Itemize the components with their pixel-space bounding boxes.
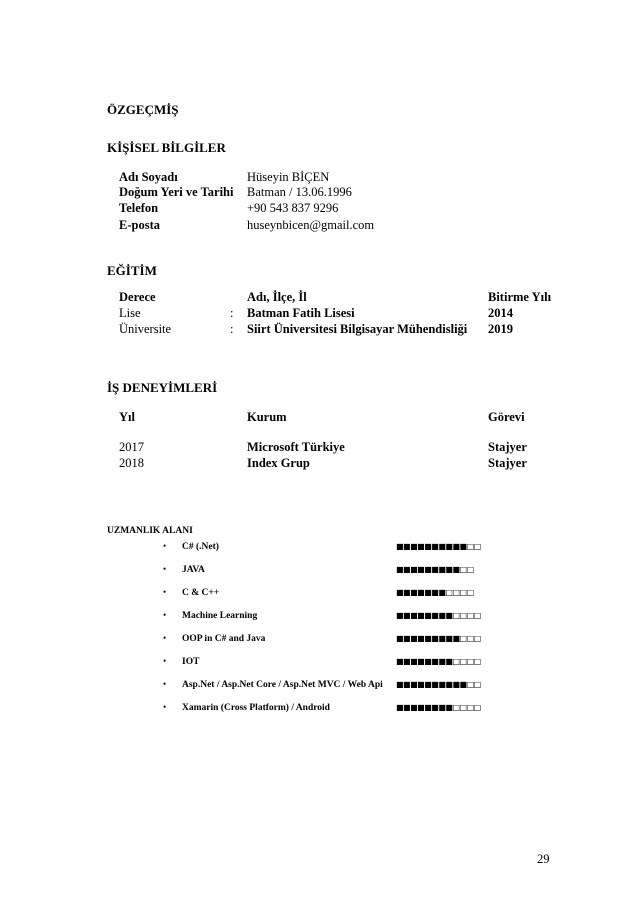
- birth-label: Doğum Yeri ve Tarihi: [119, 185, 234, 199]
- page-number: 29: [537, 852, 550, 866]
- year-cell: 2017: [119, 440, 144, 454]
- skill-level-bar: ■■■■■■■□□□□: [396, 588, 474, 597]
- experience-header-row: [119, 410, 579, 425]
- bullet-icon: •: [163, 610, 167, 620]
- experience-heading: İŞ DENEYİMLERİ: [107, 380, 218, 395]
- role-cell: Stajyer: [488, 440, 527, 454]
- degree-cell: Üniversite: [119, 322, 172, 336]
- education-row: [119, 322, 579, 337]
- skill-name: OOP in C# and Java: [182, 634, 266, 644]
- experience-row: [119, 456, 579, 471]
- separator: :: [230, 306, 234, 320]
- school-cell: Batman Fatih Lisesi: [247, 306, 355, 320]
- degree-header: Derece: [119, 290, 156, 304]
- school-header: Adı, İlçe, İl: [247, 290, 307, 304]
- birth-value: Batman / 13.06.1996: [247, 185, 352, 199]
- role-cell: Stajyer: [488, 456, 527, 470]
- skill-level-bar: ■■■■■■■■■■□□: [396, 542, 481, 551]
- year-cell: 2018: [119, 456, 144, 470]
- company-header: Kurum: [247, 410, 287, 424]
- email-label: E-posta: [119, 218, 160, 232]
- year-header: Yıl: [119, 410, 135, 424]
- company-cell: Microsoft Türkiye: [247, 440, 345, 454]
- skill-level-bar: ■■■■■■■■■□□□: [396, 634, 481, 643]
- skill-level-bar: ■■■■■■■■□□□□: [396, 657, 481, 666]
- role-header: Görevi: [488, 410, 525, 424]
- bullet-icon: •: [163, 702, 167, 712]
- skill-name: Xamarin (Cross Platform) / Android: [182, 703, 330, 713]
- skill-name: Asp.Net / Asp.Net Core / Asp.Net MVC / Web Api: [182, 680, 383, 690]
- skill-level-bar: ■■■■■■■■□□□□: [396, 611, 481, 620]
- company-cell: Index Grup: [247, 456, 310, 470]
- bullet-icon: •: [163, 679, 167, 689]
- bullet-icon: •: [163, 587, 167, 597]
- skill-name: IOT: [182, 657, 200, 667]
- skill-name: C & C++: [182, 588, 220, 598]
- separator: :: [230, 322, 234, 336]
- email-value: huseynbicen@gmail.com: [247, 218, 375, 232]
- skill-name: JAVA: [182, 565, 205, 575]
- skill-level-bar: ■■■■■■■■■□□: [396, 565, 474, 574]
- skills-heading: UZMANLIK ALANI: [107, 526, 193, 536]
- skill-name: C# (.Net): [182, 542, 219, 552]
- education-row: [119, 306, 579, 321]
- bullet-icon: •: [163, 564, 167, 574]
- name-label: Adı Soyadı: [119, 170, 178, 184]
- phone-label: Telefon: [119, 201, 159, 215]
- year-header: Bitirme Yılı: [488, 290, 552, 304]
- degree-cell: Lise: [119, 306, 141, 320]
- name-value: Hüseyin BİÇEN: [247, 170, 330, 184]
- skill-level-bar: ■■■■■■■■□□□□: [396, 703, 481, 712]
- skill-name: Machine Learning: [182, 611, 258, 621]
- experience-row: [119, 440, 579, 455]
- education-heading: EĞİTİM: [107, 263, 157, 278]
- bullet-icon: •: [163, 633, 167, 643]
- bullet-icon: •: [163, 656, 167, 666]
- year-cell: 2014: [488, 306, 513, 320]
- personal-heading: KİŞİSEL BİLGİLER: [107, 140, 226, 155]
- school-cell: Siirt Üniversitesi Bilgisayar Mühendisliği: [247, 322, 468, 336]
- year-cell: 2019: [488, 322, 513, 336]
- education-header-row: [119, 290, 579, 305]
- page-title: ÖZGEÇMİŞ: [107, 102, 179, 117]
- skill-level-bar: ■■■■■■■■■■□□: [396, 680, 481, 689]
- bullet-icon: •: [163, 541, 167, 551]
- phone-value: +90 543 837 9296: [247, 201, 339, 215]
